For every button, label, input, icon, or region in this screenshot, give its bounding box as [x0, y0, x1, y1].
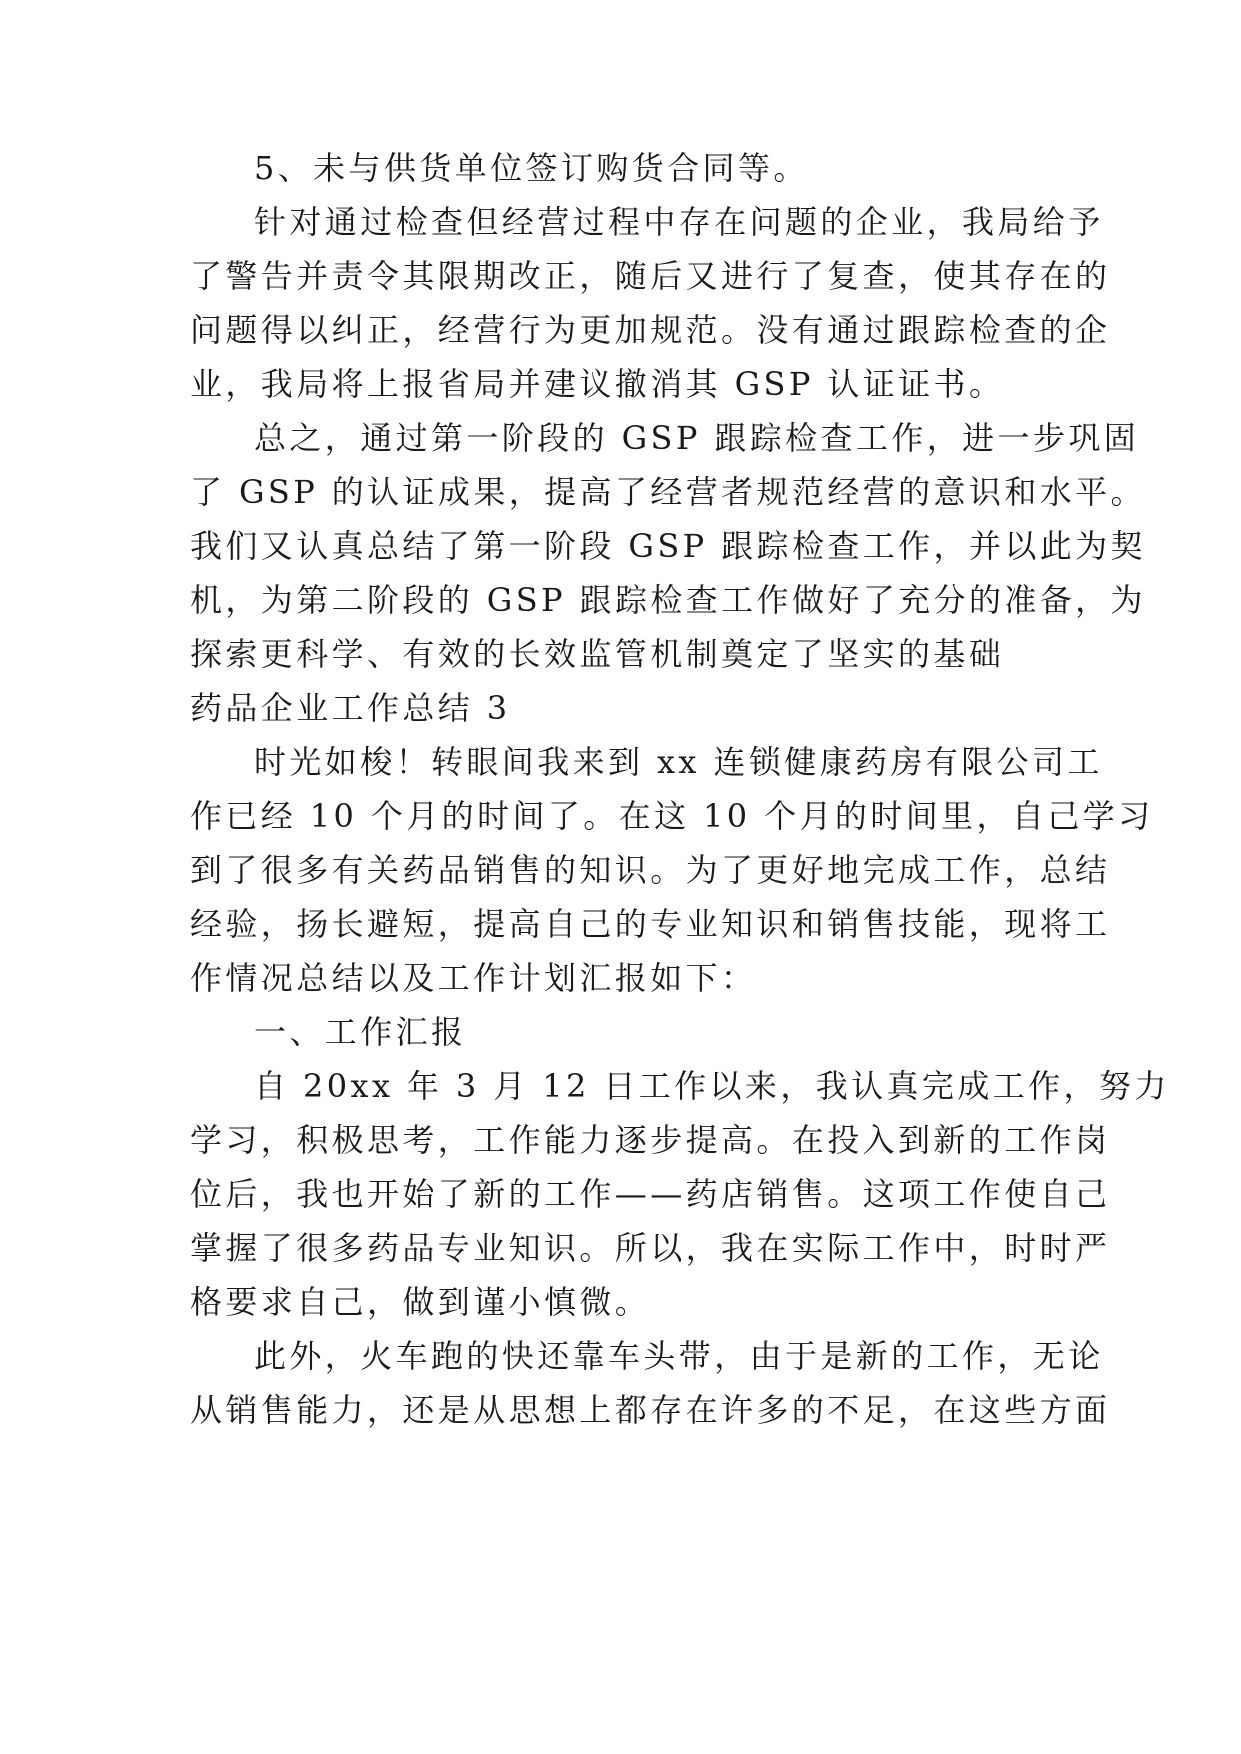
text-line: 总之，通过第一阶段的 GSP 跟踪检查工作，进一步巩固	[254, 419, 1140, 457]
text-line: 5、未与供货单位签订购货合同等。	[254, 149, 809, 187]
text-line: 探索更科学、有效的长效监管机制奠定了坚实的基础	[190, 635, 1005, 673]
text-line: 掌握了很多药品专业知识。所以，我在实际工作中，时时严	[190, 1229, 1111, 1267]
text-line: 学习，积极思考，工作能力逐步提高。在投入到新的工作岗	[190, 1121, 1111, 1159]
text-line: 到了很多有关药品销售的知识。为了更好地完成工作，总结	[190, 851, 1111, 889]
text-line: 时光如梭！转眼间我来到 xx 连锁健康药房有限公司工	[254, 743, 1103, 781]
text-line: 此外，火车跑的快还靠车头带，由于是新的工作，无论	[254, 1337, 1104, 1375]
text-line: 自 20xx 年 3 月 12 日工作以来，我认真完成工作，努力	[254, 1067, 1170, 1105]
text-line: 了 GSP 的认证成果，提高了经营者规范经营的意识和水平。	[190, 473, 1146, 511]
section-heading: 药品企业工作总结 3	[190, 689, 511, 727]
text-line: 作已经 10 个月的时间了。在这 10 个月的时间里，自己学习	[190, 797, 1154, 835]
subsection-heading: 一、工作汇报	[254, 1013, 467, 1051]
text-line: 我们又认真总结了第一阶段 GSP 跟踪检查工作，并以此为契	[190, 527, 1146, 565]
text-line: 经验，扬长避短，提高自己的专业知识和销售技能，现将工	[190, 905, 1111, 943]
text-line: 机，为第二阶段的 GSP 跟踪检查工作做好了充分的准备，为	[190, 581, 1146, 619]
text-line: 问题得以纠正，经营行为更加规范。没有通过跟踪检查的企	[190, 311, 1111, 349]
text-line: 业，我局将上报省局并建议撤消其 GSP 认证证书。	[190, 365, 1005, 403]
text-line: 位后，我也开始了新的工作——药店销售。这项工作使自己	[190, 1175, 1111, 1213]
text-line: 了警告并责令其限期改正，随后又进行了复查，使其存在的	[190, 257, 1111, 295]
text-line: 作情况总结以及工作计划汇报如下：	[190, 959, 757, 997]
text-line: 从销售能力，还是从思想上都存在许多的不足，在这些方面	[190, 1391, 1111, 1429]
text-line: 针对通过检查但经营过程中存在问题的企业，我局给予	[254, 203, 1104, 241]
text-line: 格要求自己，做到谨小慎微。	[190, 1283, 651, 1321]
